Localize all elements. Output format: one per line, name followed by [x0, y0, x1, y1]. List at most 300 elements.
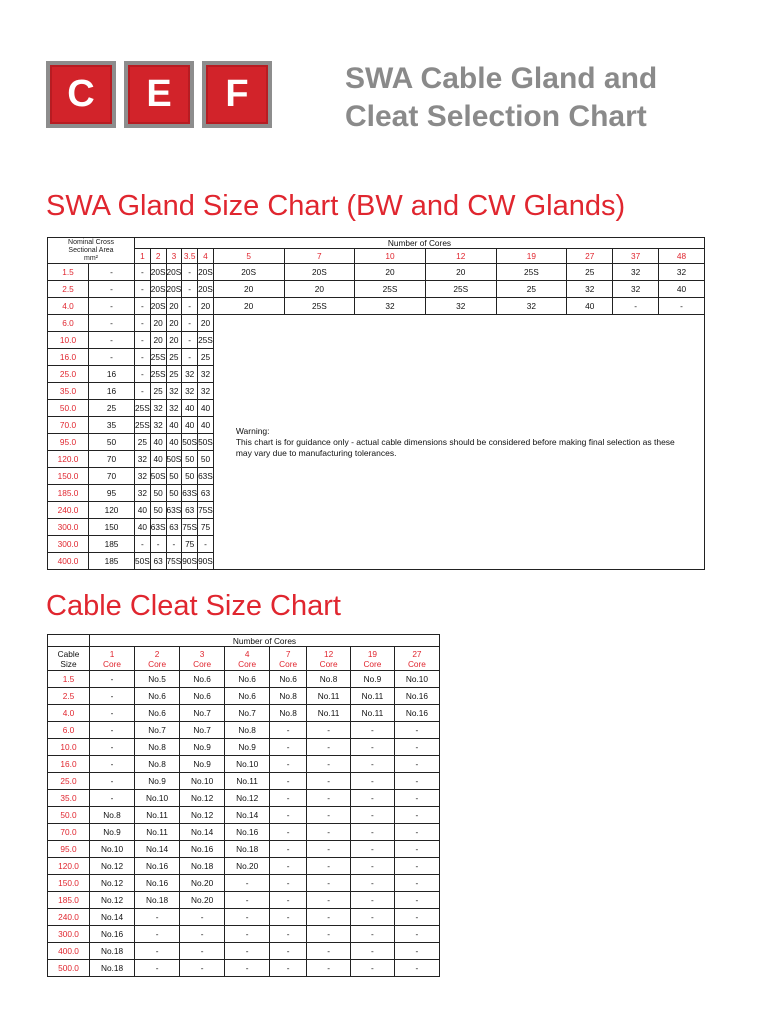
- gland-size-cell: 185: [89, 553, 135, 570]
- cleat-value-cell: -: [394, 722, 439, 739]
- gland-size-cell: 25S: [135, 417, 151, 434]
- cleat-value-cell: -: [351, 943, 395, 960]
- cleat-size-cell: 1.5: [48, 671, 90, 688]
- gland-size-cell: 63S: [182, 485, 198, 502]
- cleat-value-cell: -: [180, 909, 225, 926]
- cleat-value-cell: -: [351, 722, 395, 739]
- table-row: [48, 909, 440, 926]
- table-row: [48, 671, 440, 688]
- gland-size-cell: 16: [89, 366, 135, 383]
- cleat-value-cell: -: [394, 926, 439, 943]
- cleat-value-cell: No.9: [180, 739, 225, 756]
- cleat-core-word: Core: [279, 658, 298, 669]
- gland-size-cell: -: [135, 281, 151, 298]
- cleat-value-cell: -: [351, 790, 395, 807]
- cleat-core-word: Core: [363, 658, 382, 669]
- cleat-value-cell: No.5: [135, 671, 180, 688]
- gland-size-cell: -: [198, 536, 214, 553]
- table-row: [48, 739, 440, 756]
- gland-size-cell: 63: [182, 502, 198, 519]
- gland-size-cell: 32: [613, 281, 659, 298]
- cleat-value-cell: -: [225, 875, 270, 892]
- gland-size-cell: 32: [150, 400, 166, 417]
- gland-size-cell: 50S: [135, 553, 151, 570]
- cleat-value-cell: -: [270, 926, 307, 943]
- warning-title: Warning:: [235, 425, 270, 436]
- gland-size-cell: 75S: [166, 553, 182, 570]
- cleat-value-cell: -: [270, 943, 307, 960]
- cleat-value-cell: No.10: [225, 756, 270, 773]
- cleat-value-cell: No.11: [135, 807, 180, 824]
- gland-size-cell: 20: [213, 298, 284, 315]
- page-title-line-2: Cleat Selection Chart: [345, 100, 647, 133]
- gland-size-cell: 20: [150, 332, 166, 349]
- gland-area-header-line: Sectional Area: [68, 246, 114, 254]
- gland-area-cell: 240.0: [48, 502, 89, 519]
- gland-size-cell: 32: [567, 281, 613, 298]
- cleat-cores-row: [48, 647, 440, 671]
- cleat-value-cell: -: [394, 943, 439, 960]
- cleat-value-cell: -: [394, 824, 439, 841]
- cleat-value-cell: -: [394, 841, 439, 858]
- gland-core-header: 10: [355, 249, 426, 264]
- gland-area-cell: 95.0: [48, 434, 89, 451]
- cleat-value-cell: No.8: [270, 705, 307, 722]
- gland-size-cell: 20: [198, 298, 214, 315]
- cleat-value-cell: -: [307, 875, 351, 892]
- gland-size-cell: 90S: [182, 553, 198, 570]
- cleat-core-number: 2: [154, 648, 160, 659]
- gland-size-cell: 32: [135, 468, 151, 485]
- cleat-value-cell: -: [180, 960, 225, 977]
- table-row: [48, 841, 440, 858]
- cleat-core-header: [225, 647, 270, 671]
- gland-size-cell: 90S: [198, 553, 214, 570]
- cleat-core-word: Core: [103, 658, 122, 669]
- cleat-value-cell: -: [307, 773, 351, 790]
- gland-size-cell: 20: [166, 315, 182, 332]
- gland-area-cell: 10.0: [48, 332, 89, 349]
- cleat-value-cell: No.9: [351, 671, 395, 688]
- gland-size-table: [47, 237, 705, 570]
- cleat-value-cell: No.20: [225, 858, 270, 875]
- cleat-value-cell: -: [351, 756, 395, 773]
- gland-size-cell: 25: [567, 264, 613, 281]
- gland-core-header: 19: [496, 249, 567, 264]
- cleat-value-cell: -: [351, 926, 395, 943]
- cleat-header-row: [48, 635, 440, 647]
- cleat-value-cell: -: [307, 909, 351, 926]
- gland-size-cell: 50: [150, 502, 166, 519]
- cleat-size-cell: 400.0: [48, 943, 90, 960]
- gland-size-cell: 50S: [182, 434, 198, 451]
- cleat-value-cell: -: [180, 926, 225, 943]
- cleat-value-cell: -: [135, 943, 180, 960]
- table-row: [48, 943, 440, 960]
- cleat-value-cell: -: [225, 892, 270, 909]
- gland-area-cell: 35.0: [48, 383, 89, 400]
- gland-size-cell: 40: [135, 519, 151, 536]
- gland-size-cell: 32: [496, 298, 567, 315]
- gland-core-header: 37: [613, 249, 659, 264]
- gland-size-cell: 40: [182, 417, 198, 434]
- cleat-value-cell: -: [394, 875, 439, 892]
- logo-letter-c: C: [46, 61, 116, 128]
- gland-core-header: 5: [213, 249, 284, 264]
- table-row: [48, 824, 440, 841]
- gland-size-cell: 32: [166, 383, 182, 400]
- cleat-value-cell: -: [307, 841, 351, 858]
- cleat-value-cell: No.16: [135, 875, 180, 892]
- gland-size-cell: 25: [150, 383, 166, 400]
- gland-size-cell: 40: [198, 417, 214, 434]
- table-row: [48, 790, 440, 807]
- cleat-value-cell: -: [90, 671, 135, 688]
- cleat-value-cell: No.9: [180, 756, 225, 773]
- cleat-value-cell: -: [90, 722, 135, 739]
- cleat-size-cell: 35.0: [48, 790, 90, 807]
- gland-size-cell: -: [166, 536, 182, 553]
- cleat-value-cell: No.10: [394, 671, 439, 688]
- gland-size-cell: 40: [135, 502, 151, 519]
- gland-core-header: 3: [166, 249, 182, 264]
- gland-size-cell: 25S: [150, 349, 166, 366]
- cleat-value-cell: No.9: [135, 773, 180, 790]
- cleat-core-number: 27: [412, 648, 422, 659]
- cleat-value-cell: -: [307, 960, 351, 977]
- gland-size-cell: 32: [182, 383, 198, 400]
- gland-size-cell: -: [182, 349, 198, 366]
- cleat-value-cell: No.8: [90, 807, 135, 824]
- cleat-value-cell: -: [307, 926, 351, 943]
- cleat-value-cell: No.18: [225, 841, 270, 858]
- table-row: [48, 926, 440, 943]
- cleat-core-number: 1: [109, 648, 115, 659]
- gland-size-cell: 32: [198, 383, 214, 400]
- gland-cores-row: [48, 249, 705, 264]
- cleat-value-cell: -: [307, 824, 351, 841]
- cleat-size-cell: 16.0: [48, 756, 90, 773]
- cleat-value-cell: No.11: [307, 705, 351, 722]
- cleat-value-cell: No.18: [135, 892, 180, 909]
- gland-core-header: 48: [659, 249, 705, 264]
- gland-size-cell: -: [89, 349, 135, 366]
- gland-area-cell: 300.0: [48, 519, 89, 536]
- gland-cores-header: Number of Cores: [135, 238, 705, 249]
- gland-core-header: 12: [425, 249, 496, 264]
- gland-area-cell: 400.0: [48, 553, 89, 570]
- cleat-value-cell: No.12: [180, 790, 225, 807]
- cleat-value-cell: No.6: [135, 705, 180, 722]
- table-row: [48, 773, 440, 790]
- table-row: [48, 756, 440, 773]
- cleat-value-cell: -: [307, 722, 351, 739]
- gland-size-cell: 50S: [198, 434, 214, 451]
- logo-letter-e: E: [124, 61, 194, 128]
- table-row: [48, 315, 705, 332]
- gland-size-cell: 40: [150, 451, 166, 468]
- warning-text: This chart is for guidance only - actual cable dimensions should be considered before making final selection as these may vary due to manufacturing tolerances.: [235, 436, 675, 458]
- table-row: [48, 688, 440, 705]
- cleat-value-cell: -: [307, 943, 351, 960]
- table-row: [48, 892, 440, 909]
- gland-size-cell: 20S: [198, 281, 214, 298]
- cleat-value-cell: No.7: [180, 722, 225, 739]
- gland-size-cell: 16: [89, 383, 135, 400]
- cleat-value-cell: No.8: [135, 739, 180, 756]
- cleat-value-cell: No.11: [307, 688, 351, 705]
- gland-size-cell: -: [613, 298, 659, 315]
- cleat-value-cell: -: [270, 807, 307, 824]
- gland-size-cell: 40: [166, 434, 182, 451]
- gland-area-cell: 1.5: [48, 264, 89, 281]
- gland-size-cell: -: [135, 264, 151, 281]
- cleat-core-header: [394, 647, 439, 671]
- gland-size-cell: 95: [89, 485, 135, 502]
- cleat-value-cell: No.16: [135, 858, 180, 875]
- gland-size-cell: -: [89, 315, 135, 332]
- cleat-value-cell: -: [394, 790, 439, 807]
- cleat-value-cell: No.18: [180, 858, 225, 875]
- cleat-value-cell: -: [270, 756, 307, 773]
- cleat-size-cell: 50.0: [48, 807, 90, 824]
- cleat-core-header: [180, 647, 225, 671]
- gland-size-cell: -: [89, 281, 135, 298]
- cleat-value-cell: No.14: [135, 841, 180, 858]
- cleat-value-cell: -: [90, 739, 135, 756]
- gland-size-cell: 50: [166, 468, 182, 485]
- gland-size-cell: 40: [166, 417, 182, 434]
- cleat-chart-title: Cable Cleat Size Chart: [46, 590, 341, 622]
- gland-size-cell: 35: [89, 417, 135, 434]
- cleat-value-cell: No.7: [135, 722, 180, 739]
- gland-size-cell: 40: [150, 434, 166, 451]
- gland-size-cell: 32: [355, 298, 426, 315]
- gland-size-cell: -: [182, 264, 198, 281]
- cleat-value-cell: -: [307, 756, 351, 773]
- gland-size-cell: 32: [425, 298, 496, 315]
- gland-size-cell: 75: [198, 519, 214, 536]
- gland-size-cell: 25S: [284, 298, 355, 315]
- cleat-value-cell: -: [351, 892, 395, 909]
- cleat-value-cell: No.6: [180, 671, 225, 688]
- table-row: [48, 960, 440, 977]
- gland-area-cell: 25.0: [48, 366, 89, 383]
- table-row: [48, 298, 705, 315]
- gland-size-cell: 20S: [166, 281, 182, 298]
- cleat-value-cell: No.11: [351, 688, 395, 705]
- gland-size-cell: -: [135, 383, 151, 400]
- gland-area-cell: 185.0: [48, 485, 89, 502]
- cleat-value-cell: -: [351, 909, 395, 926]
- page-title-line-1: SWA Cable Gland and: [345, 62, 658, 95]
- gland-size-cell: 25S: [496, 264, 567, 281]
- gland-size-cell: 50: [89, 434, 135, 451]
- cleat-value-cell: -: [394, 892, 439, 909]
- gland-size-cell: 20S: [284, 264, 355, 281]
- gland-size-cell: 185: [89, 536, 135, 553]
- gland-size-cell: -: [89, 332, 135, 349]
- table-row: [48, 705, 440, 722]
- cleat-value-cell: -: [394, 739, 439, 756]
- cleat-value-cell: -: [270, 858, 307, 875]
- gland-area-cell: 300.0: [48, 536, 89, 553]
- cleat-value-cell: -: [351, 824, 395, 841]
- cleat-value-cell: No.12: [90, 858, 135, 875]
- gland-size-cell: -: [89, 264, 135, 281]
- cleat-value-cell: -: [307, 739, 351, 756]
- cleat-value-cell: -: [270, 739, 307, 756]
- gland-size-cell: 120: [89, 502, 135, 519]
- cleat-value-cell: No.7: [180, 705, 225, 722]
- gland-size-cell: 32: [135, 451, 151, 468]
- cleat-value-cell: -: [270, 722, 307, 739]
- cleat-value-cell: -: [394, 807, 439, 824]
- cleat-value-cell: No.9: [225, 739, 270, 756]
- cleat-size-cell: 10.0: [48, 739, 90, 756]
- cleat-value-cell: No.11: [225, 773, 270, 790]
- cleat-value-cell: -: [351, 807, 395, 824]
- gland-size-cell: 50S: [166, 451, 182, 468]
- cleat-size-cell: 240.0: [48, 909, 90, 926]
- gland-area-cell: 70.0: [48, 417, 89, 434]
- gland-size-cell: 63: [198, 485, 214, 502]
- gland-size-cell: 20S: [150, 281, 166, 298]
- cleat-value-cell: -: [351, 875, 395, 892]
- gland-size-cell: 20: [198, 315, 214, 332]
- gland-size-cell: -: [150, 536, 166, 553]
- cleat-value-cell: -: [351, 739, 395, 756]
- cleat-core-number: 19: [367, 648, 378, 659]
- cleat-value-cell: -: [394, 773, 439, 790]
- gland-size-cell: 25S: [425, 281, 496, 298]
- gland-size-cell: 25: [198, 349, 214, 366]
- gland-size-cell: 63: [150, 553, 166, 570]
- cleat-value-cell: -: [225, 909, 270, 926]
- gland-size-cell: 20: [166, 332, 182, 349]
- cleat-value-cell: -: [307, 807, 351, 824]
- gland-size-cell: 75S: [198, 502, 214, 519]
- cleat-value-cell: No.8: [225, 722, 270, 739]
- cleat-value-cell: No.16: [180, 841, 225, 858]
- gland-size-cell: 32: [135, 485, 151, 502]
- cleat-value-cell: -: [225, 926, 270, 943]
- gland-size-cell: -: [135, 349, 151, 366]
- cef-logo: [46, 61, 272, 128]
- cleat-core-number: 12: [323, 648, 334, 659]
- gland-size-cell: 50: [150, 485, 166, 502]
- cleat-value-cell: No.11: [351, 705, 395, 722]
- cleat-value-cell: No.8: [307, 671, 351, 688]
- gland-size-cell: -: [135, 332, 151, 349]
- gland-size-cell: 40: [567, 298, 613, 315]
- gland-size-cell: -: [182, 281, 198, 298]
- gland-size-cell: 20: [355, 264, 426, 281]
- cleat-value-cell: No.10: [180, 773, 225, 790]
- gland-size-cell: 75: [182, 536, 198, 553]
- cleat-value-cell: -: [135, 960, 180, 977]
- gland-core-header: 4: [198, 249, 214, 264]
- gland-size-cell: 20S: [150, 298, 166, 315]
- cleat-value-cell: -: [394, 858, 439, 875]
- cleat-core-header: [351, 647, 395, 671]
- cleat-value-cell: -: [270, 960, 307, 977]
- table-row: [48, 858, 440, 875]
- gland-size-cell: 20: [213, 281, 284, 298]
- cleat-value-cell: -: [394, 909, 439, 926]
- gland-size-cell: 20: [150, 315, 166, 332]
- cleat-value-cell: -: [225, 943, 270, 960]
- cleat-value-cell: No.20: [180, 892, 225, 909]
- cleat-core-word: Core: [407, 658, 426, 669]
- gland-size-cell: 70: [89, 468, 135, 485]
- cleat-size-cell: 4.0: [48, 705, 90, 722]
- gland-size-cell: 25: [166, 349, 182, 366]
- cleat-value-cell: No.14: [90, 909, 135, 926]
- gland-size-cell: 50: [166, 485, 182, 502]
- cleat-value-cell: No.16: [394, 688, 439, 705]
- gland-core-header: 2: [150, 249, 166, 264]
- gland-size-cell: 50: [182, 451, 198, 468]
- gland-size-cell: 25: [135, 434, 151, 451]
- gland-size-cell: -: [89, 298, 135, 315]
- cleat-value-cell: No.16: [225, 824, 270, 841]
- cleat-value-cell: -: [90, 756, 135, 773]
- cleat-value-cell: No.6: [225, 688, 270, 705]
- gland-area-cell: 50.0: [48, 400, 89, 417]
- cleat-size-header-line: Size: [60, 658, 77, 669]
- gland-size-cell: 150: [89, 519, 135, 536]
- gland-size-cell: 32: [182, 366, 198, 383]
- gland-area-header-line: Nominal Cross: [68, 238, 114, 246]
- cleat-value-cell: No.18: [90, 943, 135, 960]
- cleat-value-cell: -: [270, 875, 307, 892]
- gland-size-cell: 25: [166, 366, 182, 383]
- cleat-core-header: [270, 647, 307, 671]
- gland-size-cell: 40: [198, 400, 214, 417]
- gland-size-cell: 32: [150, 417, 166, 434]
- cleat-corner-cell: [48, 635, 90, 647]
- cleat-value-cell: -: [351, 858, 395, 875]
- cleat-value-cell: -: [90, 705, 135, 722]
- cleat-size-table: [47, 634, 440, 977]
- gland-size-cell: 20: [166, 298, 182, 315]
- logo-letter-f: F: [202, 61, 272, 128]
- gland-size-cell: 63S: [166, 502, 182, 519]
- cleat-size-cell: 70.0: [48, 824, 90, 841]
- gland-size-cell: 20S: [198, 264, 214, 281]
- cleat-core-header: [90, 647, 135, 671]
- table-row: [48, 281, 705, 298]
- cleat-value-cell: No.8: [270, 688, 307, 705]
- cleat-size-cell: 150.0: [48, 875, 90, 892]
- cleat-core-number: 3: [199, 648, 205, 659]
- cleat-cores-header: Number of Cores: [90, 635, 440, 647]
- cleat-core-number: 4: [244, 648, 250, 659]
- cleat-value-cell: -: [270, 841, 307, 858]
- gland-size-cell: 32: [659, 264, 705, 281]
- gland-area-cell: 150.0: [48, 468, 89, 485]
- gland-core-header: 1: [135, 249, 151, 264]
- cleat-value-cell: No.16: [90, 926, 135, 943]
- gland-size-cell: 70: [89, 451, 135, 468]
- table-row: [48, 807, 440, 824]
- cleat-value-cell: -: [90, 688, 135, 705]
- cleat-core-header: [307, 647, 351, 671]
- cleat-value-cell: No.8: [135, 756, 180, 773]
- cleat-value-cell: -: [270, 909, 307, 926]
- gland-size-cell: 32: [198, 366, 214, 383]
